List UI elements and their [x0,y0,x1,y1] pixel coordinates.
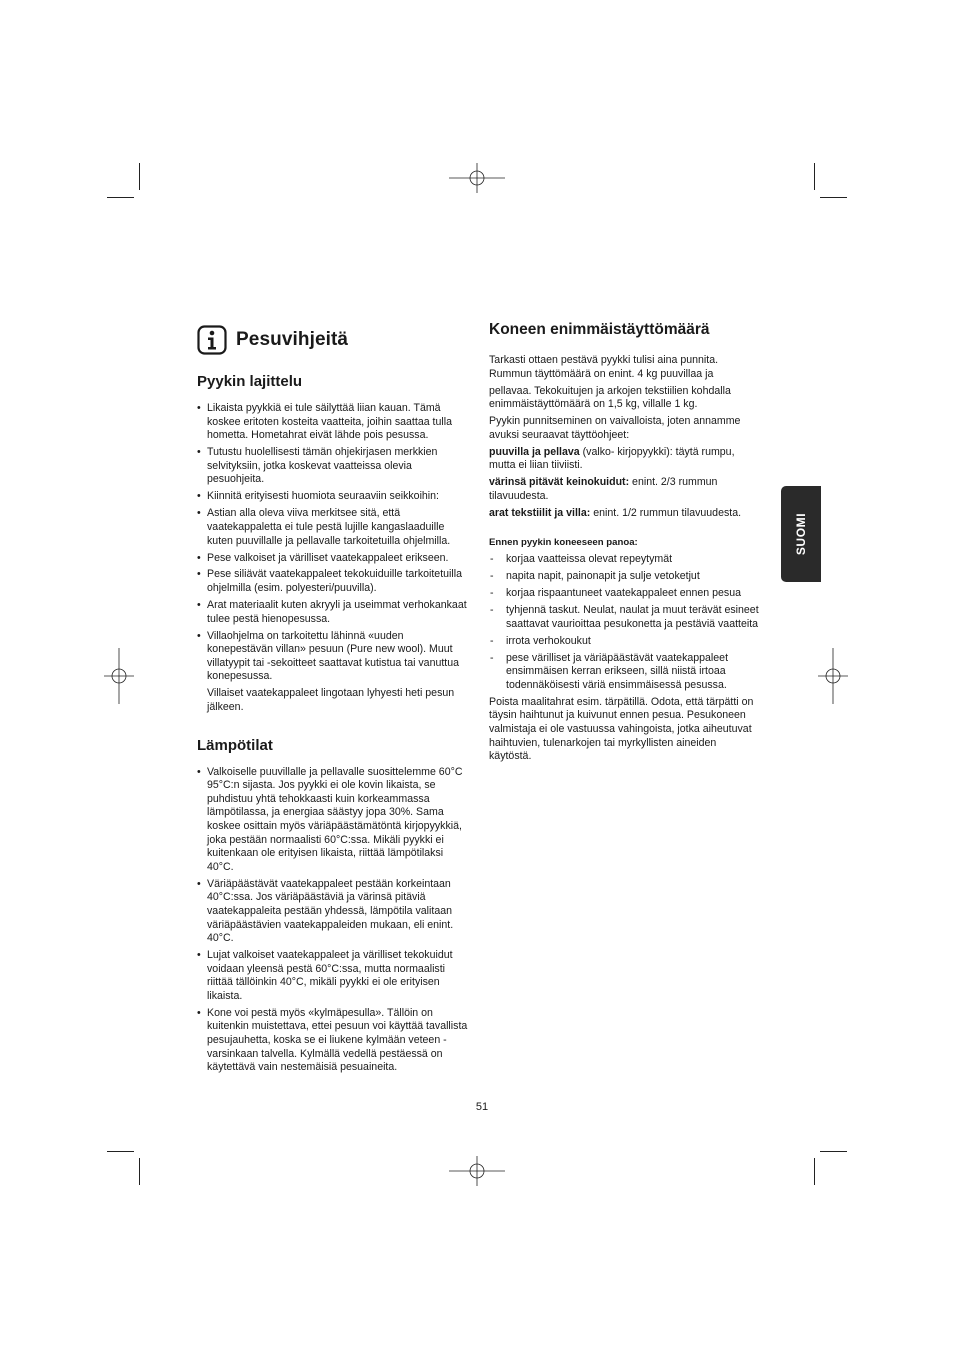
crop-mark [820,197,847,198]
list-item: • Likaista pyykkiä ei tule säilyttää liian kauan. Tämä koskee eritoten kosteita vaatteita, joihin saattaa tulla hometta. Hometahrat eivät lähde pois pesussa. [197,402,469,443]
crop-mark [139,163,140,190]
section-heading-max-load: Koneen enimmäistäyttömäärä [489,321,710,338]
crop-mark [814,1158,815,1185]
before-washing-list [489,553,761,692]
registration-mark-icon [818,648,848,704]
temperatures-list [197,766,469,1075]
load-rule [489,476,761,503]
page-title: Pesuvihjeitä [236,329,349,351]
registration-mark-icon [104,648,134,704]
load-rule [489,446,761,473]
list-item: - korjaa vaatteissa olevat repeytymät [489,553,761,567]
right-column [489,319,761,767]
list-item: • Lujat valkoiset vaatekappaleet ja värilliset tekokuidut voidaan yleensä pestä 60°C:ssa, mutta normaalisti riittää tällöinkin 40°C, mikäli pyykki ei ole erityisen likaista. [197,949,469,1003]
load-rule-label: värinsä pitävät keinokuidut: [489,476,630,489]
paragraph: pellavaa. Tekokuitujen ja arkojen tekstiilien kohdalla enimmäistäyttömäärä on 1,5 kg, villalle 1 kg. [489,384,731,411]
list-item: • Astian alla oleva viiva merkitsee sitä, että vaatekappaletta ei tule pestä lujille kangaslaaduille kuten puuvillalle ja pellavalle tarkoitetuilla ohjelmilla. [197,507,469,548]
list-item: • Kone voi pestä myös «kylmäpesulla». Tällöin on kuitenkin muistettava, ettei pesuun voi käyttää tavallista pesujauhetta, koska se ei liukene kylmään veteen - varsinkaan talvella. Kylmällä vedellä pestäessä on käytettävä vain nestemäisiä pesuaineita. [197,1007,469,1075]
before-washing-heading: Ennen pyykin koneeseen panoa: [489,537,638,549]
section-heading-temperatures: Lämpötilat [197,736,273,754]
list-item: • Valkoiselle puuvillalle ja pellavalle suosittelemme 60°C 95°C:n sijasta. Jos pyykki ei ole kovin likaista, se puhdistuu yhtä tehokkaasti kuin korkeammassa lämpötilassa, ja energiaa säästyy jopa 30%. Sama koskee osittain myös väriäpäästämätöntä kirjopyykkiä, joka pestään normaalisti 60°C:ssa. Mikäli pyykki ei kuitenkaan ole erityisen likaista, riittää lämpötilaksi 40°C. [197,766,469,875]
crop-mark [139,1158,140,1185]
load-rule-text: enint. 2/3 rummun tilavuudesta. [489,476,718,502]
list-item: - korjaa rispaantuneet vaatekappaleet ennen pesua [489,587,761,601]
load-rule-text: (valko- kirjopyykki): täytä rumpu, mutta ei liian tiiviisti. [489,445,735,472]
page-title-row [197,322,469,358]
left-column [197,322,469,1078]
crop-mark [814,163,815,190]
list-item: • Arat materiaalit kuten akryyli ja useimmat verhokankaat tulee pestä hienopesussa. [197,599,469,626]
list-item: • Kiinnitä erityisesti huomiota seuraaviin seikkoihin: [197,490,469,504]
section-heading-sorting: Pyykin lajittelu [197,373,303,390]
crop-mark [820,1151,847,1152]
list-item: - napita napit, painonapit ja sulje vetoketjut [489,570,761,584]
list-item: • Pese siliävät vaatekappaleet tekokuiduille tarkoitetuilla ohjelmilla (esim. polyesteri/puuvilla). [197,568,469,595]
load-rule [489,507,761,521]
crop-mark [107,1151,134,1152]
list-item: - pese värilliset ja väriäpäästävät vaatekappaleet ensimmäisen kerran erikseen, sillä niistä irtoaa todennäköisesti väriä ensimmäisessä pesussa. [489,652,761,693]
page-number: 51 [475,1101,489,1113]
load-rule-text: enint. 1/2 rummun tilavuudesta. [590,506,742,519]
crop-mark [107,197,134,198]
registration-mark-icon [449,1156,505,1186]
list-item: • Pese valkoiset ja värilliset vaatekappaleet erikseen. [197,552,469,566]
registration-mark-icon [449,163,505,193]
load-rule-label: arat tekstiilit ja villa: [489,506,591,519]
list-item: • Villaohjelma on tarkoitettu lähinnä «uuden konepestävän villan» pesuun (Pure new wool). Muut villatyypit tai -sekoitteet saattavat kutistua tai vanuttua konepesussa. [197,630,469,684]
language-tab-label: SUOMI [794,512,808,556]
list-item: • Väriäpäästävät vaatekappaleet pestään korkeintaan 40°C:ssa. Jos väriäpäästäviä ja värinsä pitäviä vaatekappaleita pestään yhdessä, lämpötila valitaan väriäpäästävien vaatekappaleiden mukaan, eli enint. 40°C. [197,878,469,946]
list-item: - tyhjennä taskut. Neulat, naulat ja muut terävät esineet saattavat vaurioittaa pesukonetta ja pestäviä vaatteita [489,604,761,631]
language-tab [781,486,821,582]
list-item: - irrota verhokoukut [489,635,761,649]
sorting-list [197,402,469,684]
load-rule-label: puuvilla ja pellava [489,445,580,458]
wool-note: Villaiset vaatekappaleet lingotaan lyhyesti heti pesun jälkeen. [207,687,455,713]
paragraph: Pyykin punnitseminen on vaivalloista, joten annamme avuksi seuraavat täyttöohjeet: [489,415,741,441]
closing-paragraph: Poista maalitahrat esim. tärpätillä. Odota, että tärpätti on täysin haihtunut ja kuivunut ennen pesua. Pesukoneen valmistaja ei ole vastuussa vahingoista, jotka aiheutuvat haihtuvien, tulenarkojen tai myrkyllisten aineiden käytöstä. [489,695,754,763]
list-item: • Tutustu huolellisesti tämän ohjekirjasen merkkien selvityksiin, jotka koskevat vaatteissa olevia pesuohjeita. [197,446,469,487]
info-icon [197,325,227,355]
paragraph: Tarkasti ottaen pestävä pyykki tulisi aina punnita. Rummun täyttömäärä on enint. 4 kg puuvillaa ja [489,354,719,380]
